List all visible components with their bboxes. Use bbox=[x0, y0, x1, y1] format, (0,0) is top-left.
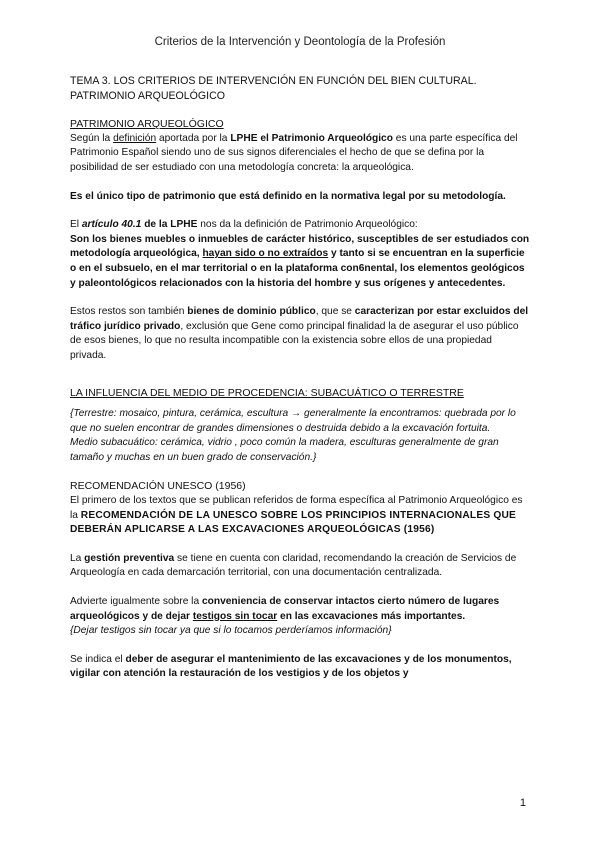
text-run: El primero de los textos que se publican referidos de forma específica al Patrimonio Arqueológico es la bbox=[70, 495, 523, 521]
bold-run: en las excavaciones más importantes. bbox=[277, 610, 466, 622]
text-run: se tiene en cuenta con claridad, recomendando la creación de Servicios de Arqueología en cada demarcación territorial, con una documentación centralizada. bbox=[70, 552, 517, 579]
text-run: , exclusión que Gene como principal finalidad la de asegurar el uso público de esos bienes, lo que no resulta incompatible con la existencia sobre ellos de una propiedad privada. bbox=[70, 320, 519, 361]
page-content bbox=[70, 74, 530, 682]
paragraph-definition bbox=[70, 132, 530, 176]
text-run: Estos restos son también bbox=[70, 306, 188, 318]
page-number: 1 bbox=[519, 797, 526, 809]
paragraph-unique-heritage: Es el único tipo de patrimonio que está definido en la normativa legal por su metodología. bbox=[70, 190, 506, 202]
paragraph-article-definition bbox=[70, 233, 530, 291]
note-terrestre: {Terrestre: mosaico, pintura, cerámica, escultura → generalmente la encontramos: quebrada por lo que no suelen encontrar de grandes dimensiones o destruida debido a la excavación fortuita. bbox=[70, 408, 516, 434]
topic-title-line2: PATRIMONIO ARQUEOLÓGICO bbox=[70, 89, 225, 102]
text-run: , que se bbox=[315, 306, 355, 318]
text-run: El bbox=[70, 219, 82, 231]
paragraph-public-domain bbox=[70, 305, 530, 363]
paragraph-conserve-sites bbox=[70, 595, 530, 624]
bold-run: deber de asegurar el mantenimiento de las excavaciones y de los monumentos, vigilar con atención la restauración de los vestigios y de los objetos y bbox=[70, 653, 512, 680]
running-header: Criterios de la Intervención y Deontología de la Profesión bbox=[154, 36, 446, 48]
section-heading-patrimonio: PATRIMONIO ARQUEOLÓGICO bbox=[70, 118, 224, 131]
note-testigos: {Dejar testigos sin tocar ya que si lo tocamos perderíamos información} bbox=[70, 625, 392, 637]
text-run: nos da la definición de Patrimonio Arqueológico: bbox=[197, 219, 418, 231]
paragraph-unesco-recommendation bbox=[70, 494, 530, 538]
section-heading-unesco: RECOMENDACIÓN UNESCO (1956) bbox=[70, 480, 246, 493]
paragraph-preventive-management bbox=[70, 552, 530, 581]
bold-run: gestión preventiva bbox=[84, 552, 175, 564]
bold-run: Son los bienes muebles o inmuebles de carácter histórico, susceptibles de ser estudiados con metodología arqueológica, bbox=[70, 233, 530, 260]
text-run: Según la bbox=[70, 132, 114, 144]
article-reference: artículo 40.1 bbox=[81, 219, 142, 231]
bold-run: LPHE el Patrimonio Arqueológico bbox=[230, 132, 393, 144]
underlined-run: hayan sido o no extraídos bbox=[202, 248, 329, 260]
bold-run: conveniencia de conservar intactos cierto número de lugares arqueológicos y de dejar bbox=[70, 596, 500, 622]
paragraph-duty-maintenance bbox=[70, 653, 530, 682]
bold-run: y tanto si se encuentran en la superficie o en el subsuelo, en el mar territorial o en la plataforma con6nental, los elementos geológicos y paleontológicos relacionados con la historia del hombre y sus orígenes y antecedentes. bbox=[70, 248, 525, 289]
underlined-run: testigos sin tocar bbox=[192, 610, 278, 622]
bold-run: caracterizan por estar excluidos del tráfico jurídico privado bbox=[70, 306, 529, 332]
paragraph-article-intro bbox=[70, 218, 530, 233]
text-run: Advierte igualmente sobre la bbox=[70, 596, 202, 608]
text-run: aportada por la bbox=[156, 132, 231, 144]
text-run: es una parte específica del Patrimonio Español siendo uno de sus signos diferenciales el hecho de que se defina por la posibilidad de ser estudiado con una metodología concreta: la arqueológica. bbox=[70, 132, 518, 173]
bold-run: de la LPHE bbox=[141, 219, 198, 231]
definicion-link[interactable]: definición bbox=[113, 132, 157, 144]
bold-run: RECOMENDACIÓN DE LA UNESCO SOBRE LOS PRINCIPIOS INTERNACIONALES QUE DEBERÁN APLICARSE A LAS EXCAVACIONES ARQUEOLÓGICAS (1956) bbox=[70, 509, 517, 536]
bold-run: bienes de dominio público bbox=[187, 306, 316, 318]
topic-title bbox=[70, 74, 530, 103]
note-subacuatico: Medio subacuático: cerámica, vidrio , poco común la madera, esculturas generalmente de gran tamaño y muchas en un buen grado de conservación.} bbox=[70, 437, 499, 463]
section-heading-influencia: LA INFLUENCIA DEL MEDIO DE PROCEDENCIA: SUBACUÁTICO O TERRESTRE bbox=[70, 386, 464, 399]
topic-title-line1: TEMA 3. LOS CRITERIOS DE INTERVENCIÓN EN FUNCIÓN DEL BIEN CULTURAL. bbox=[70, 75, 477, 87]
text-run: La bbox=[70, 552, 85, 564]
text-run: Se indica el bbox=[70, 653, 126, 665]
